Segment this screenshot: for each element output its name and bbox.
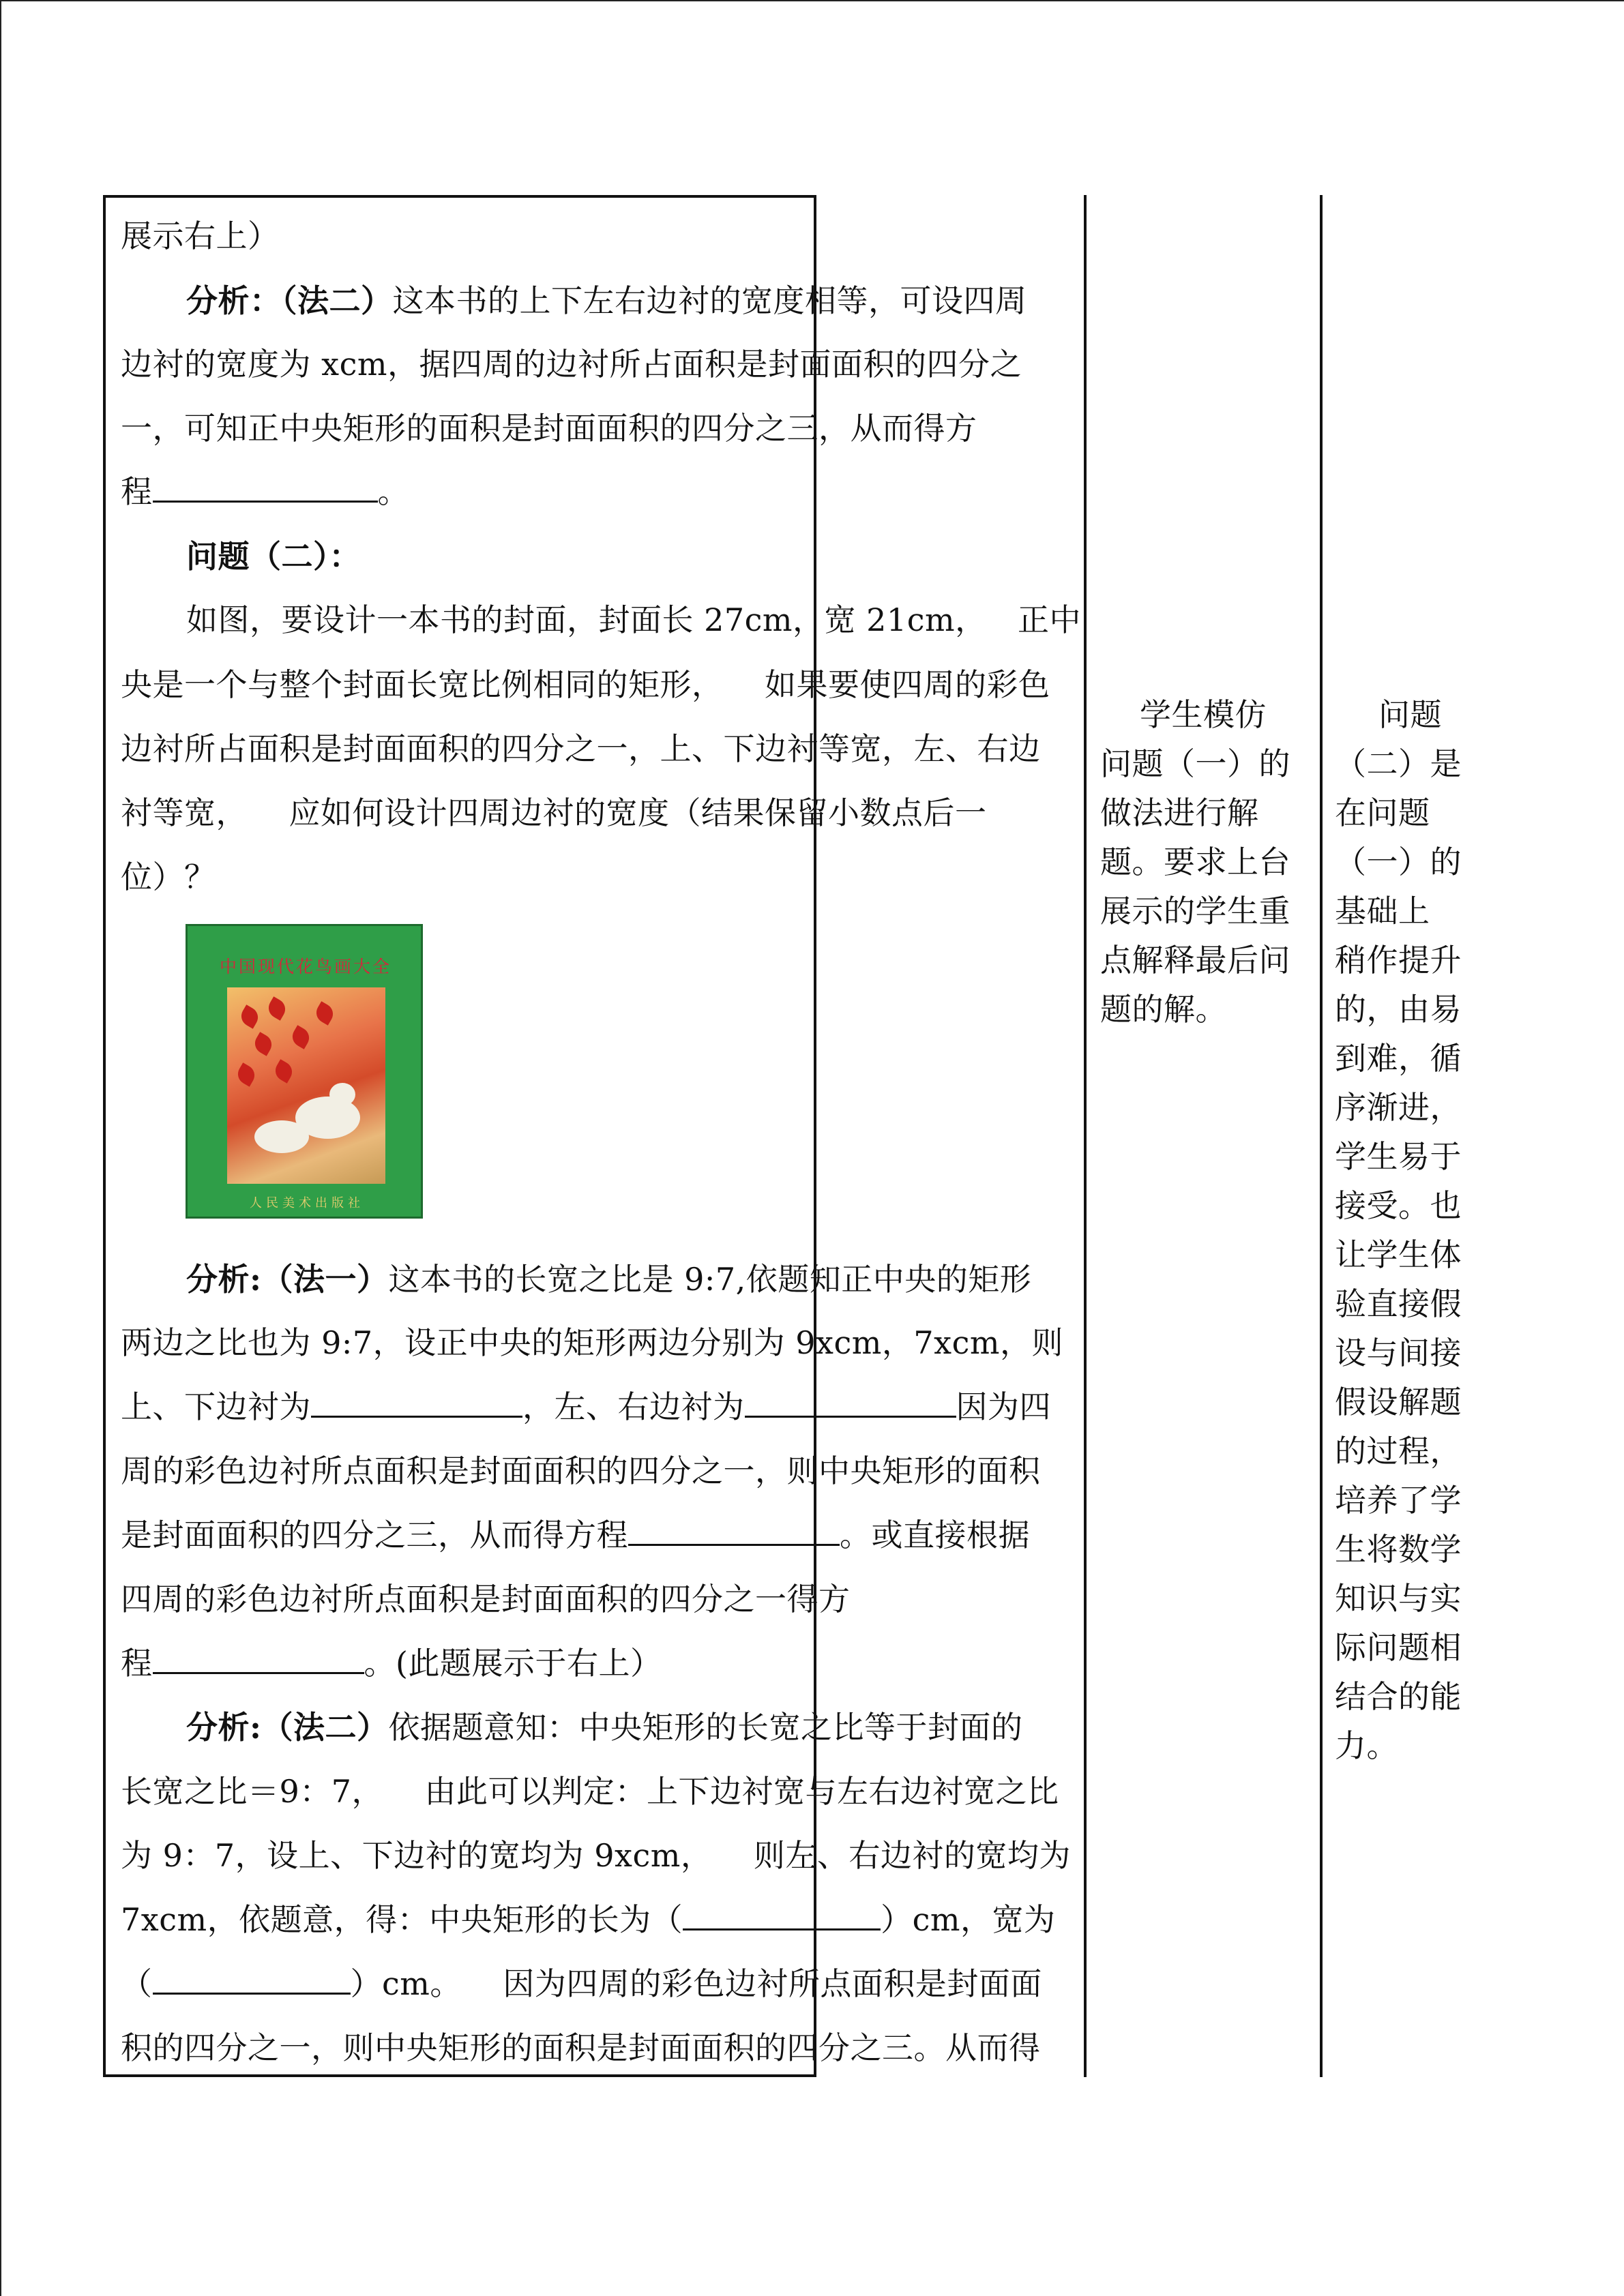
text-line (121, 1895, 1055, 1940)
text-line: 力。 (1335, 1727, 1398, 1764)
text-line: 周的彩色边衬所点面积是封面面积的四分之一，则中央矩形的面积 (121, 1452, 1041, 1489)
text-span: 程 (121, 473, 153, 510)
text-line: 假设解题 (1335, 1384, 1462, 1420)
leaf-shape (251, 1032, 276, 1056)
answer-blank (683, 1901, 881, 1930)
text-line: 到难，循 (1335, 1040, 1462, 1077)
text-line: 让学生体 (1335, 1236, 1462, 1273)
text-span: 。或直接根据 (840, 1517, 1030, 1553)
text-line: （一）的 (1335, 844, 1462, 880)
text-line: 位）？ (121, 859, 216, 895)
text-span: 。 (377, 473, 409, 510)
text-span: （ (121, 1965, 153, 2002)
text-line: 学生模仿 (1140, 696, 1267, 733)
text-line: 边衬所占面积是封面面积的四分之一，上、下边衬等宽，左、右边 (121, 730, 1041, 767)
text-span: 这本书的长宽之比是 9:7,依题知正中央的矩形 (388, 1261, 1032, 1298)
text-line: 展示右上） (121, 218, 280, 254)
text-line: 接受。也 (1335, 1187, 1462, 1224)
text-line: 问题（一）的 (1100, 745, 1290, 782)
text-line: 积的四分之一，则中央矩形的面积是封面面积的四分之三。从而得 (121, 2029, 1041, 2066)
cover-title: 中国现代花鸟画大全 (219, 957, 392, 976)
text-span: 上、下边衬为 (121, 1388, 311, 1425)
text-line: 一，可知正中央矩形的面积是封面面积的四分之三，从而得方 (121, 410, 977, 447)
text-line (121, 467, 409, 512)
text-span: 这本书的上下左右边衬的宽度相等，可设四周 (392, 282, 1027, 319)
analysis-heading: 分析：（法二） (186, 282, 393, 319)
text-line: 学生易于 (1335, 1138, 1462, 1175)
text-span: 依据题意知：中央矩形的长宽之比等于封面的 (388, 1709, 1023, 1746)
leaf-shape (289, 1025, 313, 1049)
text-span: 。(此题展示于右上） (364, 1645, 662, 1682)
text-line: 衬等宽， 应如何设计四周边衬的宽度（结果保留小数点后一 (121, 794, 987, 831)
text-line (121, 1639, 662, 1684)
text-line: 序渐进， (1335, 1089, 1462, 1126)
text-line: 结合的能 (1335, 1678, 1462, 1715)
text-span: 是封面面积的四分之三，从而得方程 (121, 1517, 628, 1553)
text-line: 为 9：7，设上、下边衬的宽均为 9xcm， 则左、右边衬的宽均为 (121, 1837, 1071, 1874)
text-line (121, 1959, 1042, 2004)
question-heading: 问题（二）： (186, 538, 361, 575)
text-span: ）cm，宽为 (881, 1901, 1056, 1938)
text-line: 验直接假 (1335, 1285, 1462, 1322)
text-line: 在问题 (1335, 794, 1430, 831)
answer-blank (153, 1645, 364, 1674)
cover-publisher: 人民美术出版社 (250, 1196, 364, 1210)
design-intent-column (1323, 198, 1492, 2072)
text-line (186, 1703, 1022, 1748)
leaf-shape (237, 1004, 262, 1029)
analysis-heading: 分析:（法二） (186, 1709, 389, 1746)
dove-shape (254, 1120, 309, 1153)
text-line: 设与间接 (1335, 1335, 1462, 1371)
leaf-shape (312, 1001, 337, 1026)
text-line: 的，由易 (1335, 991, 1462, 1028)
cover-painting (227, 987, 385, 1184)
text-line: 际问题相 (1335, 1629, 1462, 1666)
text-line: 稍作提升 (1335, 942, 1462, 979)
text-span: 因为四 (956, 1388, 1051, 1425)
answer-blank (153, 473, 378, 503)
text-line: 四周的彩色边衬所点面积是封面面积的四分之一得方 (121, 1581, 851, 1617)
answer-blank (311, 1388, 522, 1418)
text-span: 7xcm，依题意，得：中央矩形的长为（ (121, 1901, 683, 1938)
text-line: 展示的学生重 (1100, 893, 1290, 929)
text-line: 基础上 (1335, 893, 1430, 929)
answer-blank (628, 1517, 840, 1546)
text-line: 长宽之比＝9：7， 由此可以判定：上下边衬宽与左右边衬宽之比 (121, 1773, 1059, 1810)
leaf-shape (234, 1062, 259, 1087)
book-cover-image (186, 924, 423, 1219)
text-line (186, 276, 1027, 321)
text-line (121, 1510, 1030, 1555)
text-line: 题的解。 (1100, 991, 1227, 1028)
text-span: ）cm。 因为四周的彩色边衬所点面积是封面面 (350, 1965, 1042, 2002)
text-line: 边衬的宽度为 xcm，据四周的边衬所占面积是封面面积的四分之 (121, 346, 1022, 383)
leaf-shape (265, 996, 289, 1021)
text-span: ，左、右边衬为 (522, 1388, 745, 1425)
text-line: 点解释最后问 (1100, 942, 1290, 979)
text-line: 央是一个与整个封面长宽比例相同的矩形， 如果要使四周的彩色 (121, 666, 1050, 703)
text-line: 的过程， (1335, 1433, 1462, 1470)
text-line: 两边之比也为 9:7，设正中央的矩形两边分别为 9xcm，7xcm，则 (121, 1324, 1063, 1361)
answer-blank (745, 1388, 956, 1418)
text-line (186, 1255, 1031, 1300)
text-line: （二）是 (1335, 745, 1462, 782)
text-line: 知识与实 (1335, 1580, 1462, 1617)
text-line: 做法进行解 (1100, 794, 1259, 831)
dove-shape (329, 1083, 355, 1106)
text-line: 题。要求上台 (1100, 844, 1290, 880)
student-activity-column (1087, 198, 1320, 2072)
analysis-heading: 分析:（法一） (186, 1261, 389, 1298)
text-span: 程 (121, 1645, 153, 1682)
text-line: 培养了学 (1335, 1482, 1462, 1519)
leaf-shape (271, 1059, 296, 1084)
text-line: 如图，要设计一本书的封面，封面长 27cm，宽 21cm， 正中 (186, 601, 1081, 638)
text-line: 生将数学 (1335, 1531, 1462, 1568)
answer-blank (153, 1965, 351, 1995)
text-line (121, 1382, 1051, 1427)
text-line: 问题 (1378, 696, 1442, 733)
